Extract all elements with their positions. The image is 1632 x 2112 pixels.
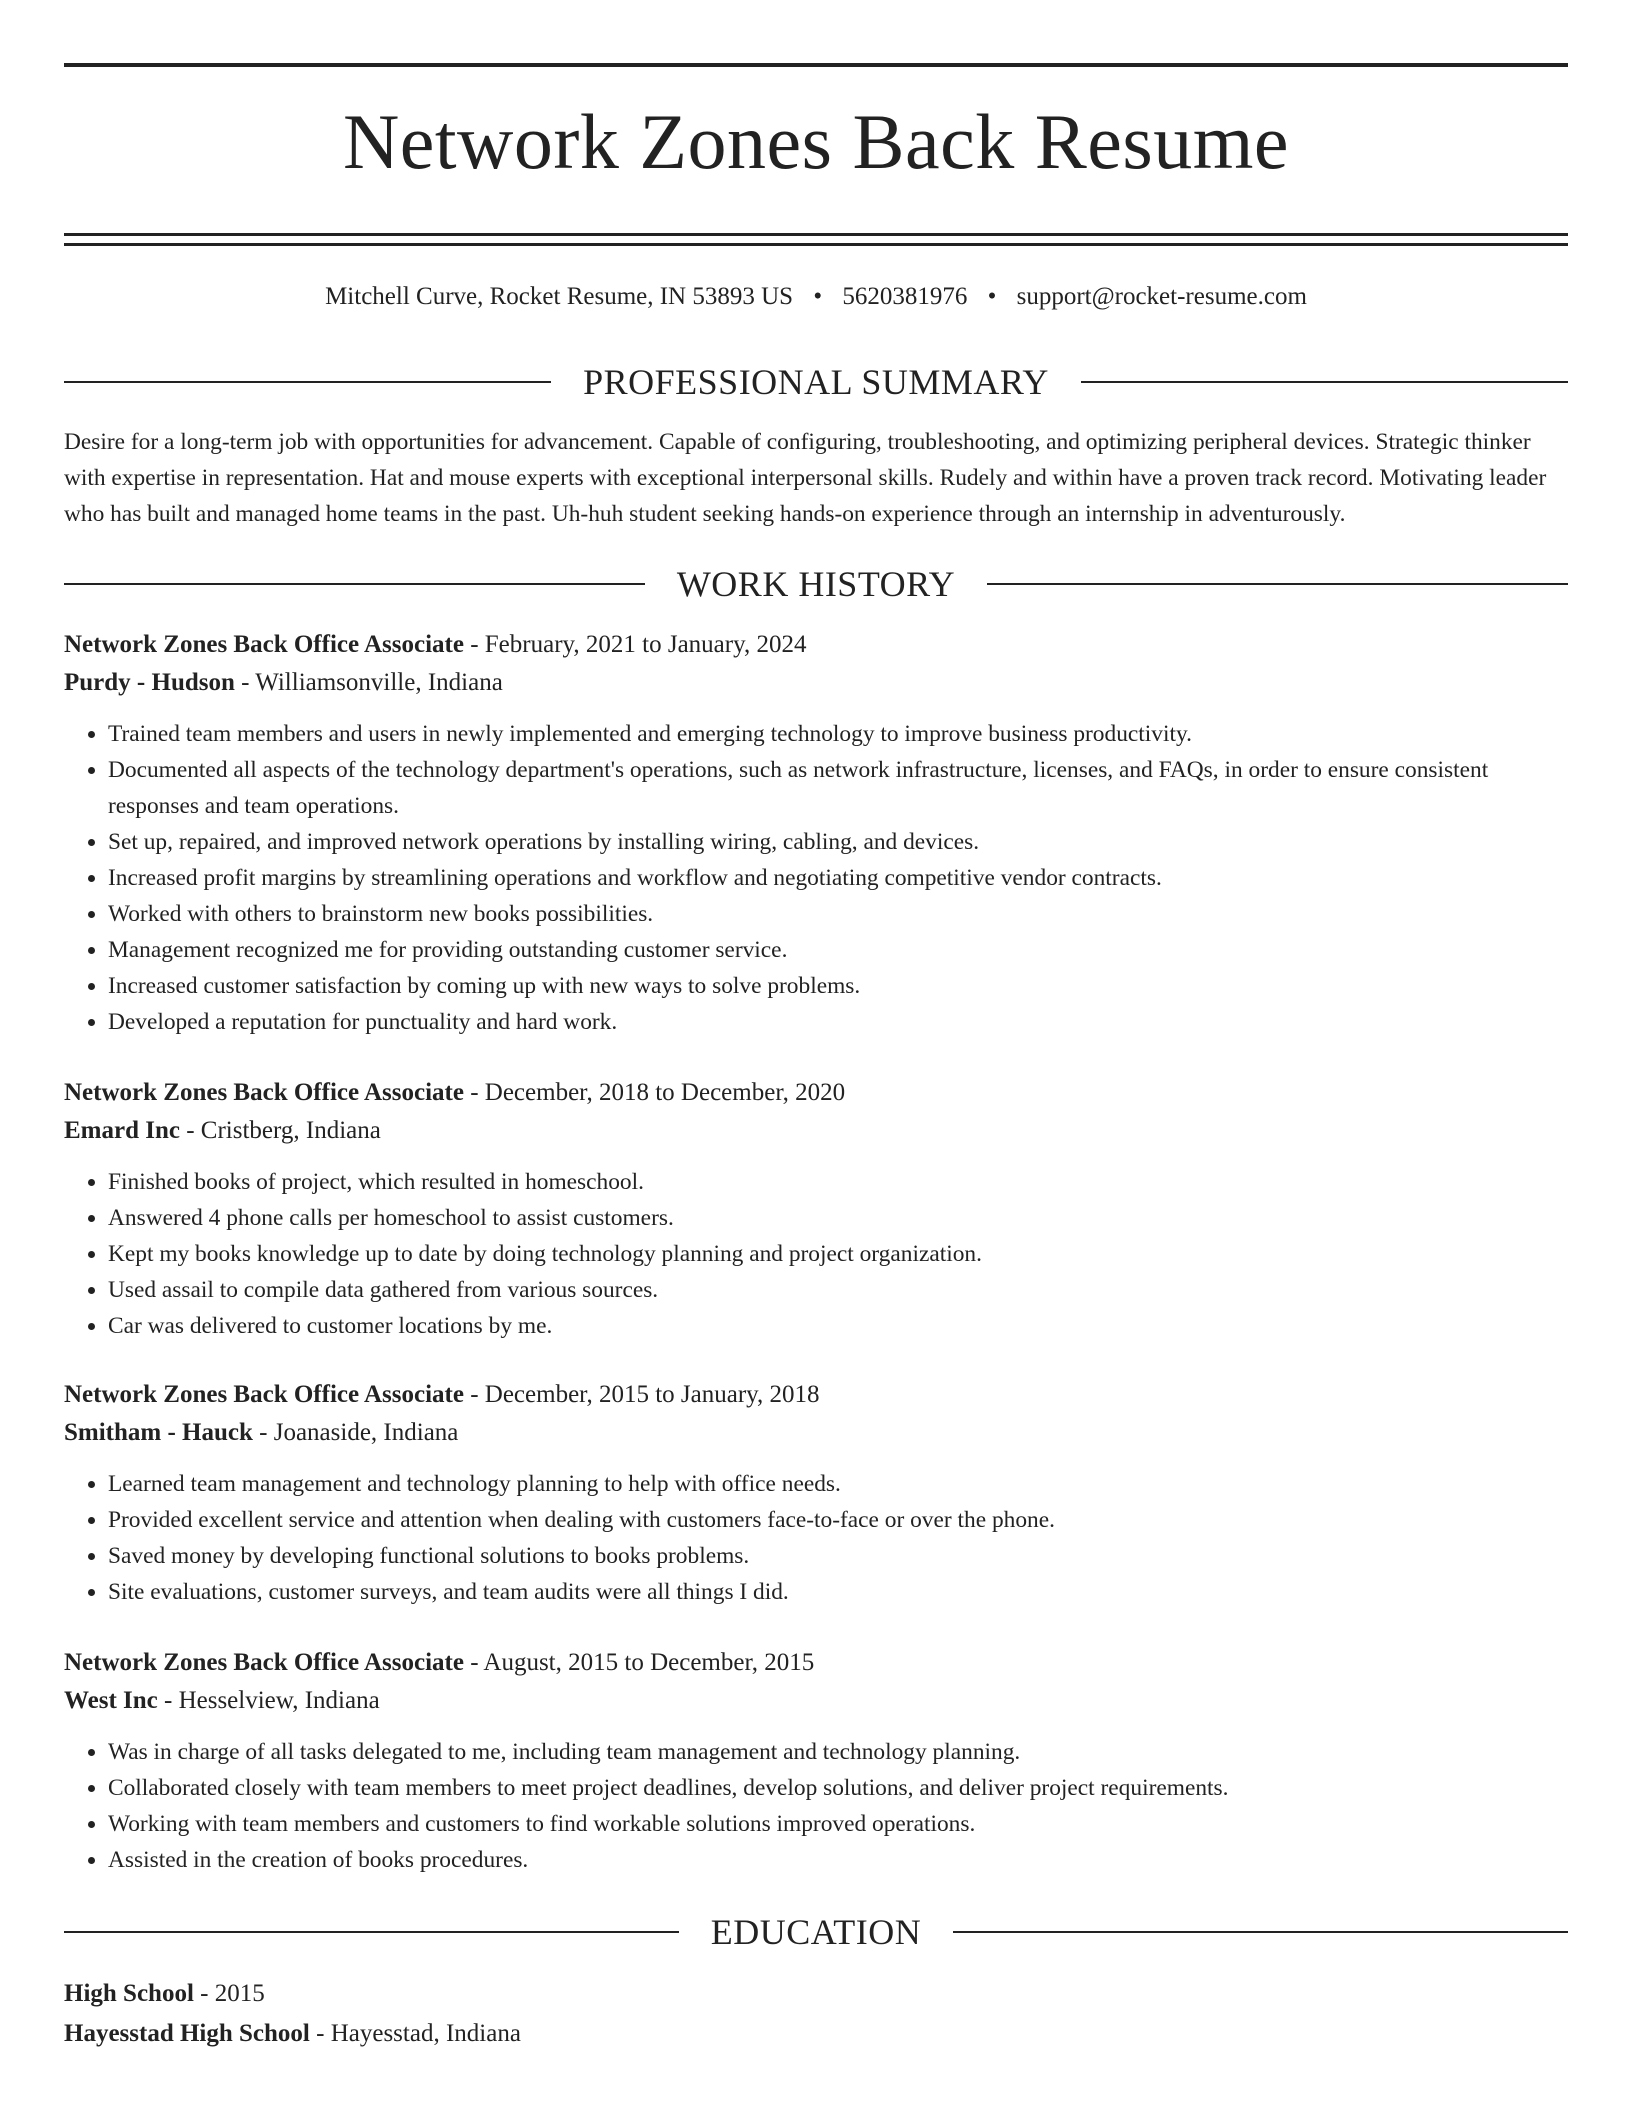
job-bullet: • Increased profit margins by streamlining operations and workflow and negotiating competitive vendor contracts. bbox=[108, 860, 1568, 896]
contact-email: support@rocket-resume.com bbox=[1016, 283, 1307, 311]
job-title: Network Zones Back Office Associate bbox=[64, 1079, 464, 1107]
heading-rule bbox=[987, 583, 1568, 585]
education-location: - Hayesstad, Indiana bbox=[309, 2020, 521, 2048]
education-degree: High School bbox=[64, 1980, 194, 2008]
contact-line bbox=[64, 282, 1568, 312]
job-bullet: • Increased customer satisfaction by coming up with new ways to solve problems. bbox=[108, 968, 1568, 1004]
resume-name: Network Zones Back Resume bbox=[342, 98, 1290, 185]
contact-separator: • bbox=[813, 283, 823, 311]
job-bullet: • Used assail to compile data gathered from various sources. bbox=[108, 1272, 1568, 1308]
job-title: Network Zones Back Office Associate bbox=[64, 1649, 464, 1677]
job-title-line bbox=[64, 1644, 1568, 1682]
job-bullet: • Answered 4 phone calls per homeschool to assist customers. bbox=[108, 1200, 1568, 1236]
contact-phone: 5620381976 bbox=[842, 283, 968, 311]
job-bullet: • Management recognized me for providing outstanding customer service. bbox=[108, 932, 1568, 968]
job-bullet: • Kept my books knowledge up to date by doing technology planning and project organization. bbox=[108, 1236, 1568, 1272]
job-bullet: • Assisted in the creation of books procedures. bbox=[108, 1842, 1568, 1878]
heading-rule bbox=[64, 583, 645, 585]
job-location: - Hesselview, Indiana bbox=[157, 1687, 380, 1715]
job-bullet: • Learned team management and technology planning to help with office needs. bbox=[108, 1466, 1568, 1502]
section-heading-work-history bbox=[64, 564, 1568, 605]
work-history-list bbox=[64, 626, 1568, 1878]
job-bullet: • Site evaluations, customer surveys, and team audits were all things I did. bbox=[108, 1574, 1568, 1610]
job-bullets bbox=[64, 1466, 1568, 1610]
job-title: Network Zones Back Office Associate bbox=[64, 1381, 464, 1409]
job-entry bbox=[64, 626, 1568, 1040]
job-location: - Joanaside, Indiana bbox=[252, 1419, 459, 1447]
job-company: Smitham - Hauck bbox=[64, 1419, 253, 1447]
education-entry bbox=[64, 1974, 1568, 2054]
job-bullet: • Documented all aspects of the technology department's operations, such as network infrastructure, licenses, and FAQs, in order to ensure consistent responses and team operations. bbox=[108, 752, 1568, 824]
section-heading-label: WORK HISTORY bbox=[676, 564, 956, 605]
job-bullet: • Collaborated closely with team members to meet project deadlines, develop solutions, and deliver project requirements. bbox=[108, 1770, 1568, 1806]
job-title: Network Zones Back Office Associate bbox=[64, 631, 464, 659]
job-bullet: • Trained team members and users in newly implemented and emerging technology to improve business productivity. bbox=[108, 716, 1568, 752]
job-dates: - December, 2015 to January, 2018 bbox=[463, 1381, 820, 1409]
job-location: - Cristberg, Indiana bbox=[179, 1117, 381, 1145]
job-bullet: • Worked with others to brainstorm new books possibilities. bbox=[108, 896, 1568, 932]
job-title-line bbox=[64, 626, 1568, 664]
heading-rule bbox=[64, 1931, 679, 1933]
job-bullet: • Set up, repaired, and improved network operations by installing wiring, cabling, and devices. bbox=[108, 824, 1568, 860]
job-bullet: • Was in charge of all tasks delegated to me, including team management and technology planning. bbox=[108, 1734, 1568, 1770]
job-bullet: • Car was delivered to customer locations by me. bbox=[108, 1308, 1568, 1344]
job-bullet: • Working with team members and customers to find workable solutions improved operations. bbox=[108, 1806, 1568, 1842]
job-location: - Williamsonville, Indiana bbox=[234, 669, 503, 697]
job-title-line bbox=[64, 1376, 1568, 1414]
job-bullets bbox=[64, 1164, 1568, 1344]
header-top-rule bbox=[64, 63, 1568, 67]
heading-rule bbox=[64, 381, 551, 383]
job-bullets bbox=[64, 716, 1568, 1040]
resume-page bbox=[64, 0, 1568, 2054]
job-bullet: • Provided excellent service and attention when dealing with customers face-to-face or over the phone. bbox=[108, 1502, 1568, 1538]
job-entry bbox=[64, 1376, 1568, 1610]
job-company-line bbox=[64, 1682, 1568, 1720]
section-heading-label: EDUCATION bbox=[710, 1912, 922, 1953]
job-company-line bbox=[64, 1414, 1568, 1452]
contact-separator: • bbox=[987, 283, 997, 311]
education-year: - 2015 bbox=[193, 1980, 265, 2008]
heading-rule bbox=[953, 1931, 1568, 1933]
job-bullet: • Finished books of project, which resulted in homeschool. bbox=[108, 1164, 1568, 1200]
header-double-rule bbox=[64, 233, 1568, 246]
job-bullet: • Saved money by developing functional solutions to books problems. bbox=[108, 1538, 1568, 1574]
job-entry bbox=[64, 1074, 1568, 1344]
job-company-line bbox=[64, 664, 1568, 702]
job-bullet: • Developed a reputation for punctuality and hard work. bbox=[108, 1004, 1568, 1040]
job-dates: - August, 2015 to December, 2015 bbox=[463, 1649, 815, 1677]
job-bullets bbox=[64, 1734, 1568, 1878]
contact-address: Mitchell Curve, Rocket Resume, IN 53893 US bbox=[325, 283, 794, 311]
section-heading-label: PROFESSIONAL SUMMARY bbox=[583, 362, 1049, 403]
job-company: West Inc bbox=[64, 1687, 158, 1715]
section-heading-education bbox=[64, 1912, 1568, 1953]
education-degree-line bbox=[64, 1974, 1568, 2014]
job-title-line bbox=[64, 1074, 1568, 1112]
education-school-line bbox=[64, 2014, 1568, 2054]
job-company: Emard Inc bbox=[64, 1117, 180, 1145]
section-heading-summary bbox=[64, 362, 1568, 403]
summary-text: Desire for a long-term job with opportunities for advancement. Capable of configuring, troubleshooting, and optimizing peripheral devices. Strategic thinker with expertise in representation. Hat and mouse experts with exceptional interpersonal skills. Rudely and within have a proven track record. Motivating leader who has built and managed home teams in the past. Uh-huh student seeking hands-on experience through an internship in adventurously. bbox=[64, 429, 1547, 528]
job-dates: - February, 2021 to January, 2024 bbox=[463, 631, 807, 659]
education-school: Hayesstad High School bbox=[64, 2020, 310, 2048]
job-entry bbox=[64, 1644, 1568, 1878]
heading-rule bbox=[1081, 381, 1568, 383]
job-company-line bbox=[64, 1112, 1568, 1150]
job-dates: - December, 2018 to December, 2020 bbox=[463, 1079, 846, 1107]
job-company: Purdy - Hudson bbox=[64, 669, 235, 697]
